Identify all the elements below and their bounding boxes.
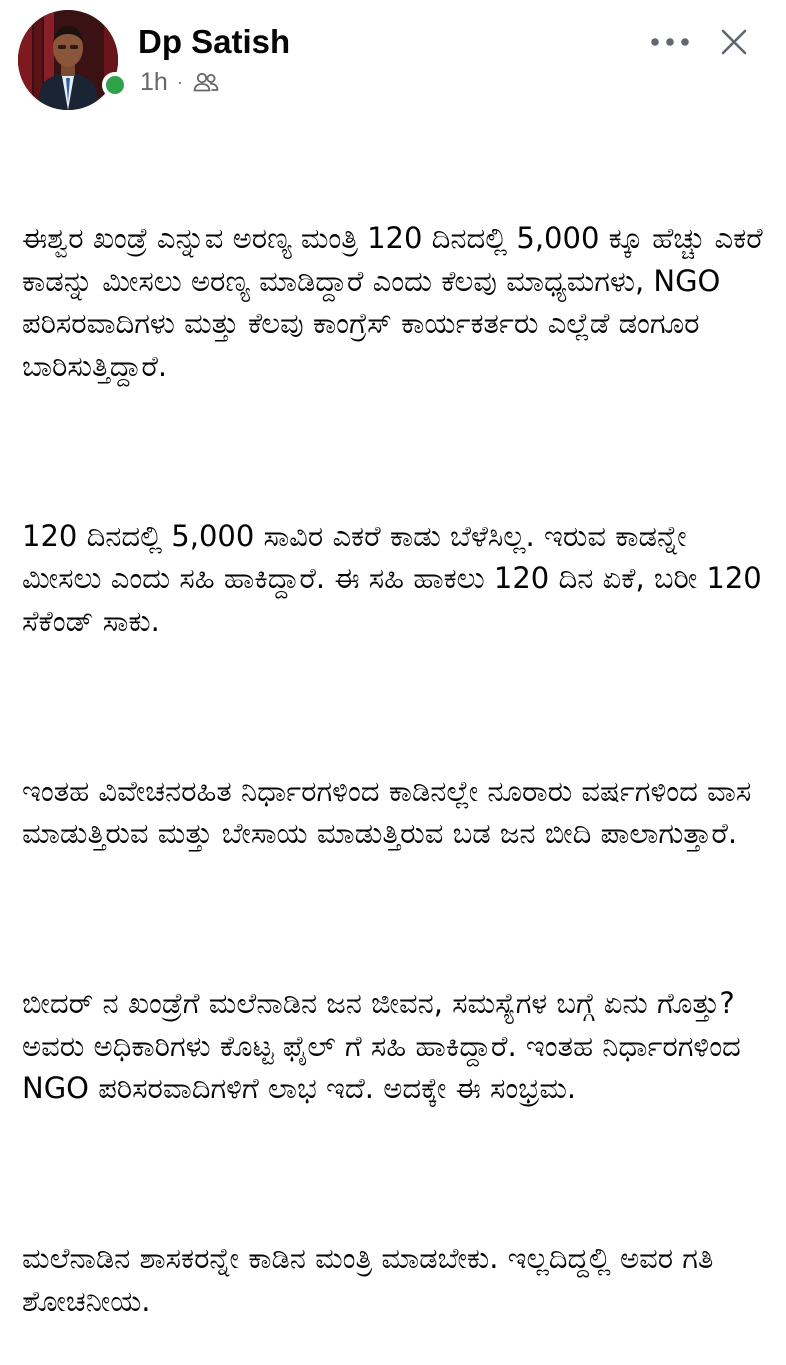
close-icon: [721, 29, 747, 55]
more-options-button[interactable]: [646, 26, 694, 58]
post-paragraph: ಈಶ್ವರ ಖಂಡ್ರೆ ಎನ್ನುವ ಅರಣ್ಯ ಮಂತ್ರಿ 120 ದಿನದಲ್ಲಿ 5,000 ಕ್ಕೂ ಹೆಚ್ಚು ಎಕರೆ ಕಾಡನ್ನು ಮೀಸಲು ಅರಣ್ಯ ಮಾಡಿದ್ದಾರೆ ಎಂದು ಕೆಲವು ಮಾಧ್ಯಮಗಳು, NGO ಪರಿಸರವಾದಿಗಳು ಮತ್ತು ಕೆಲವು ಕಾಂಗ್ರೆಸ್ ಕಾರ್ಯಕರ್ತರು ಎಲ್ಲೆಡೆ ಡಂಗೂರ ಬಾರಿಸುತ್ತಿದ್ದಾರೆ.: [22, 221, 772, 383]
post-header: [0, 0, 786, 120]
post-paragraph: ಬೀದರ್ ನ ಖಂಡ್ರೆಗೆ ಮಲೆನಾಡಿನ ಜನ ಜೀವನ, ಸಮಸ್ಯೆಗಳ ಬಗ್ಗೆ ಏನು ಗೊತ್ತು? ಅವರು ಅಧಿಕಾರಿಗಳು ಕೊಟ್ಟ ಫೈಲ್ ಗೆ ಸಹಿ ಹಾಕಿದ್ದಾರೆ. ಇಂತಹ ನಿರ್ಧಾರಗಳಿಂದ NGO ಪರಿಸರವಾದಿಗಳಿಗೆ ಲಾಭ ಇದೆ. ಅದಕ್ಕೇ ಈ ಸಂಭ್ರಮ.: [22, 986, 751, 1105]
post-paragraph: ಮಲೆನಾಡಿನ ಶಾಸಕರನ್ನೇ ಕಾಡಿನ ಮಂತ್ರಿ ಮಾಡಬೇಕು. ಇಲ್ಲದಿದ್ದಲ್ಲಿ ಅವರ ಗತಿ ಶೋಚನೀಯ.: [22, 1241, 723, 1318]
post-body: [22, 132, 774, 1365]
avatar[interactable]: [18, 10, 118, 110]
close-button[interactable]: [716, 24, 752, 60]
online-status-indicator: [102, 72, 128, 98]
meta-separator: ·: [176, 71, 183, 92]
author-name[interactable]: Dp Satish: [138, 23, 291, 60]
avatar-photo: [18, 10, 118, 110]
post-meta: [140, 66, 220, 98]
post-time[interactable]: 1h: [140, 67, 168, 96]
more-options-icon: [650, 37, 690, 47]
friends-icon[interactable]: [192, 71, 220, 93]
post-paragraph: ಇಂತಹ ವಿವೇಚನರಹಿತ ನಿರ್ಧಾರಗಳಿಂದ ಕಾಡಿನಲ್ಲೇ ನೂರಾರು ವರ್ಷಗಳಿಂದ ವಾಸ ಮಾಡುತ್ತಿರುವ ಮತ್ತು ಬೇಸಾಯ ಮಾಡುತ್ತಿರುವ ಬಡ ಜನ ಬೀದಿ ಪಾಲಾಗುತ್ತಾರೆ.: [22, 773, 761, 850]
post-paragraph: 120 ದಿನದಲ್ಲಿ 5,000 ಸಾವಿರ ಎಕರೆ ಕಾಡು ಬೆಳೆಸಿಲ್ಲ. ಇರುವ ಕಾಡನ್ನೇ ಮೀಸಲು ಎಂದು ಸಹಿ ಹಾಕಿದ್ದಾರೆ. ಈ ಸಹಿ ಹಾಕಲು 120 ದಿನ ಏಕೆ, ಬರೀ 120 ಸೆಕೆಂಡ್ ಸಾಕು.: [22, 518, 771, 638]
